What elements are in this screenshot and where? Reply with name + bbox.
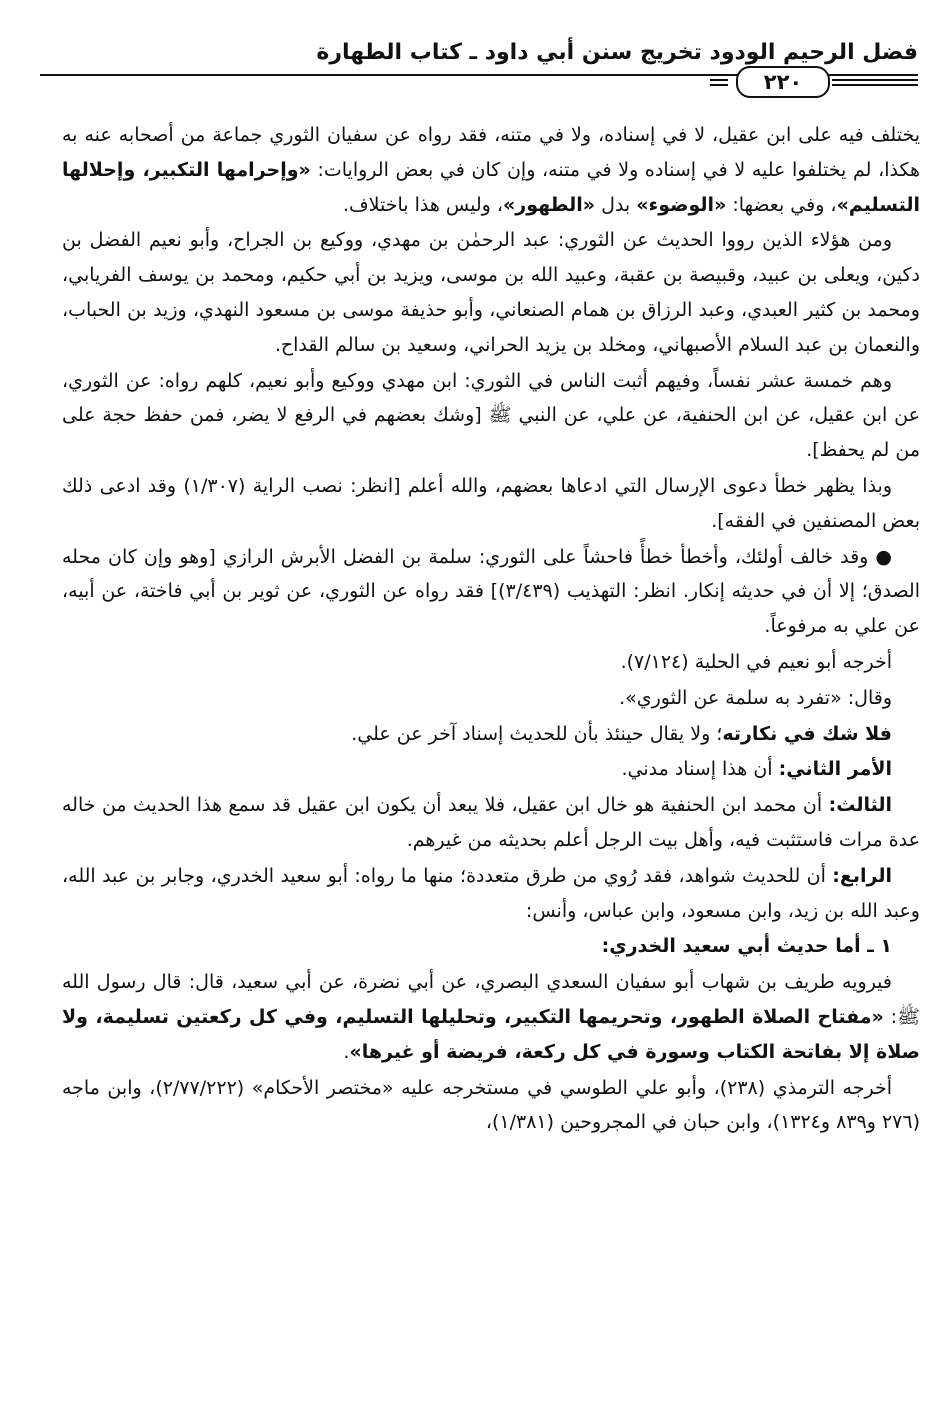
text-run: أن محمد ابن الحنفية هو خال ابن عقيل، فلا يبعد أن يكون ابن عقيل قد سمع هذا الحديث من خاله عدة مرات فاستثبت فيه، وأهل بيت الرجل أعلم بحديثه من غيرهم. [62, 794, 920, 851]
header-title: فضل الرحيم الودود تخريج سنن أبي داود ـ كتاب الطهارة [316, 40, 918, 65]
bold-text: «الوضوء» [636, 193, 727, 216]
paragraph [62, 929, 920, 964]
text-run: ● وقد خالف أولئك، وأخطأ خطأً فاحشاً على الثوري: سلمة بن الفضل الأبرش الرازي [وهو وإن كان محله الصدق؛ إلا أن في حديثه إنكار. انظر: التهذيب (٣/٤٣٩)] فقد رواه عن الثوري، عن ثوير بن أبي فاختة، عن أبيه، عن علي به مرفوعاً. [62, 545, 920, 638]
text-run: بدل [595, 193, 637, 216]
text-run: أخرجه أبو نعيم في الحلية (٧/١٢٤). [620, 650, 892, 673]
text-run: ، وليس هذا باختلاف. [342, 193, 503, 216]
ornament-line [710, 84, 728, 86]
paragraph [62, 540, 920, 644]
body-text [62, 118, 920, 1141]
ornament-line [832, 79, 918, 81]
bold-text: الأمر الثاني: [778, 758, 892, 781]
bold-text: «وإحرامها التكبير، وإحلالها التسليم» [62, 158, 920, 216]
text-run: ، وفي بعضها: [726, 193, 837, 216]
paragraph [62, 364, 920, 468]
text-run: أن للحديث شواهد، فقد رُوي من طرق متعددة؛ منها ما رواه: أبو سعيد الخدري، وجابر بن عبد الله، وعبد الله بن زيد، وابن مسعود، وابن عباس، وأنس: [62, 864, 920, 922]
bold-text: الرابع: [832, 864, 892, 887]
bold-text: ١ ـ أما حديث أبي سعيد الخدري: [601, 935, 892, 958]
text-run: يختلف فيه على ابن عقيل، لا في إسناده، ولا في متنه، فقد رواه عن سفيان الثوري جماعة من أصحابه عنه به هكذا، لم يختلفوا عليه لا في إسناده ولا في متنه، وإن كان في بعض الروايات: [62, 124, 920, 181]
paragraph [62, 645, 920, 680]
page-number: ٢٢٠ [736, 66, 830, 98]
paragraph [62, 965, 920, 1069]
bold-text: «الطهور» [502, 193, 596, 216]
paragraph [62, 717, 920, 752]
bold-text: فلا شك في نكارته [722, 722, 892, 745]
text-run: ومن هؤلاء الذين رووا الحديث عن الثوري: عبد الرحمٰن بن مهدي، ووكيع بن الجراح، وأبو نعيم الفضل بن دكين، ويعلى بن عبيد، وقبيصة بن عقبة، وعبيد الله بن موسى، ويزيد بن أبي حكيم، ومحمد بن يوسف الفريابي، ومحمد بن كثير العبدي، وعبد الرزاق بن همام الصنعاني، وأبو حذيفة موسى بن مسعود النهدي، وزيد بن الحباب، والنعمان بن عبد السلام الأصبهاني، ومخلد بن يزيد الحراني، وسعيد بن سالم القداح. [62, 229, 920, 356]
page-number-ornament [710, 66, 918, 96]
text-run: وبذا يظهر خطأ دعوى الإرسال التي ادعاها بعضهم، والله أعلم [انظر: نصب الراية (١/٣٠٧) وقد ادعى ذلك بعض المصنفين في الفقه]. [62, 474, 920, 532]
paragraph [62, 118, 920, 222]
paragraph [62, 1071, 920, 1141]
text-run: . [343, 1040, 350, 1063]
paragraph [62, 752, 920, 787]
bold-text: الثالث: [828, 794, 892, 817]
paragraph [62, 788, 920, 858]
text-run: ؛ ولا يقال حينئذ بأن للحديث إسناد آخر عن علي. [351, 722, 723, 745]
paragraph [62, 469, 920, 539]
text-run: فيرويه طريف بن شهاب أبو سفيان السعدي البصري، عن أبي نضرة، عن أبي سعيد، قال: قال رسول الله ﷺ: [62, 971, 920, 1028]
text-run: وقال: «تفرد به سلمة عن الثوري». [619, 686, 892, 709]
ornament-line [832, 84, 918, 86]
paragraph [62, 859, 920, 929]
paragraph [62, 223, 920, 362]
text-run: أن هذا إسناد مدني. [621, 758, 779, 781]
text-run: أخرجه الترمذي (٢٣٨)، وأبو علي الطوسي في مستخرجه عليه «مختصر الأحكام» (٢/٧٧/٢٢٢)، وابن ماجه (٢٧٦ و٨٣٩ و١٣٢٤)، وابن حبان في المجروحين (١/٣٨١)، [62, 1076, 920, 1134]
bold-text: «مفتاح الصلاة الطهور، وتحريمها التكبير، وتحليلها التسليم، وفي كل ركعتين تسليمة، ولا صلاة إلا بفاتحة الكتاب وسورة في كل ركعة، فريضة أو غيرها» [62, 1005, 920, 1063]
paragraph [62, 681, 920, 716]
ornament-line [710, 79, 728, 81]
text-run: وهم خمسة عشر نفساً، وفيهم أثبت الناس في الثوري: ابن مهدي ووكيع وأبو نعيم، كلهم رواه: عن الثوري، عن ابن عقيل، عن ابن الحنفية، عن علي، عن النبي ﷺ [وشك بعضهم في الرفع لا يضر، فمن حفظ حجة على من لم يحفظ]. [62, 369, 920, 462]
